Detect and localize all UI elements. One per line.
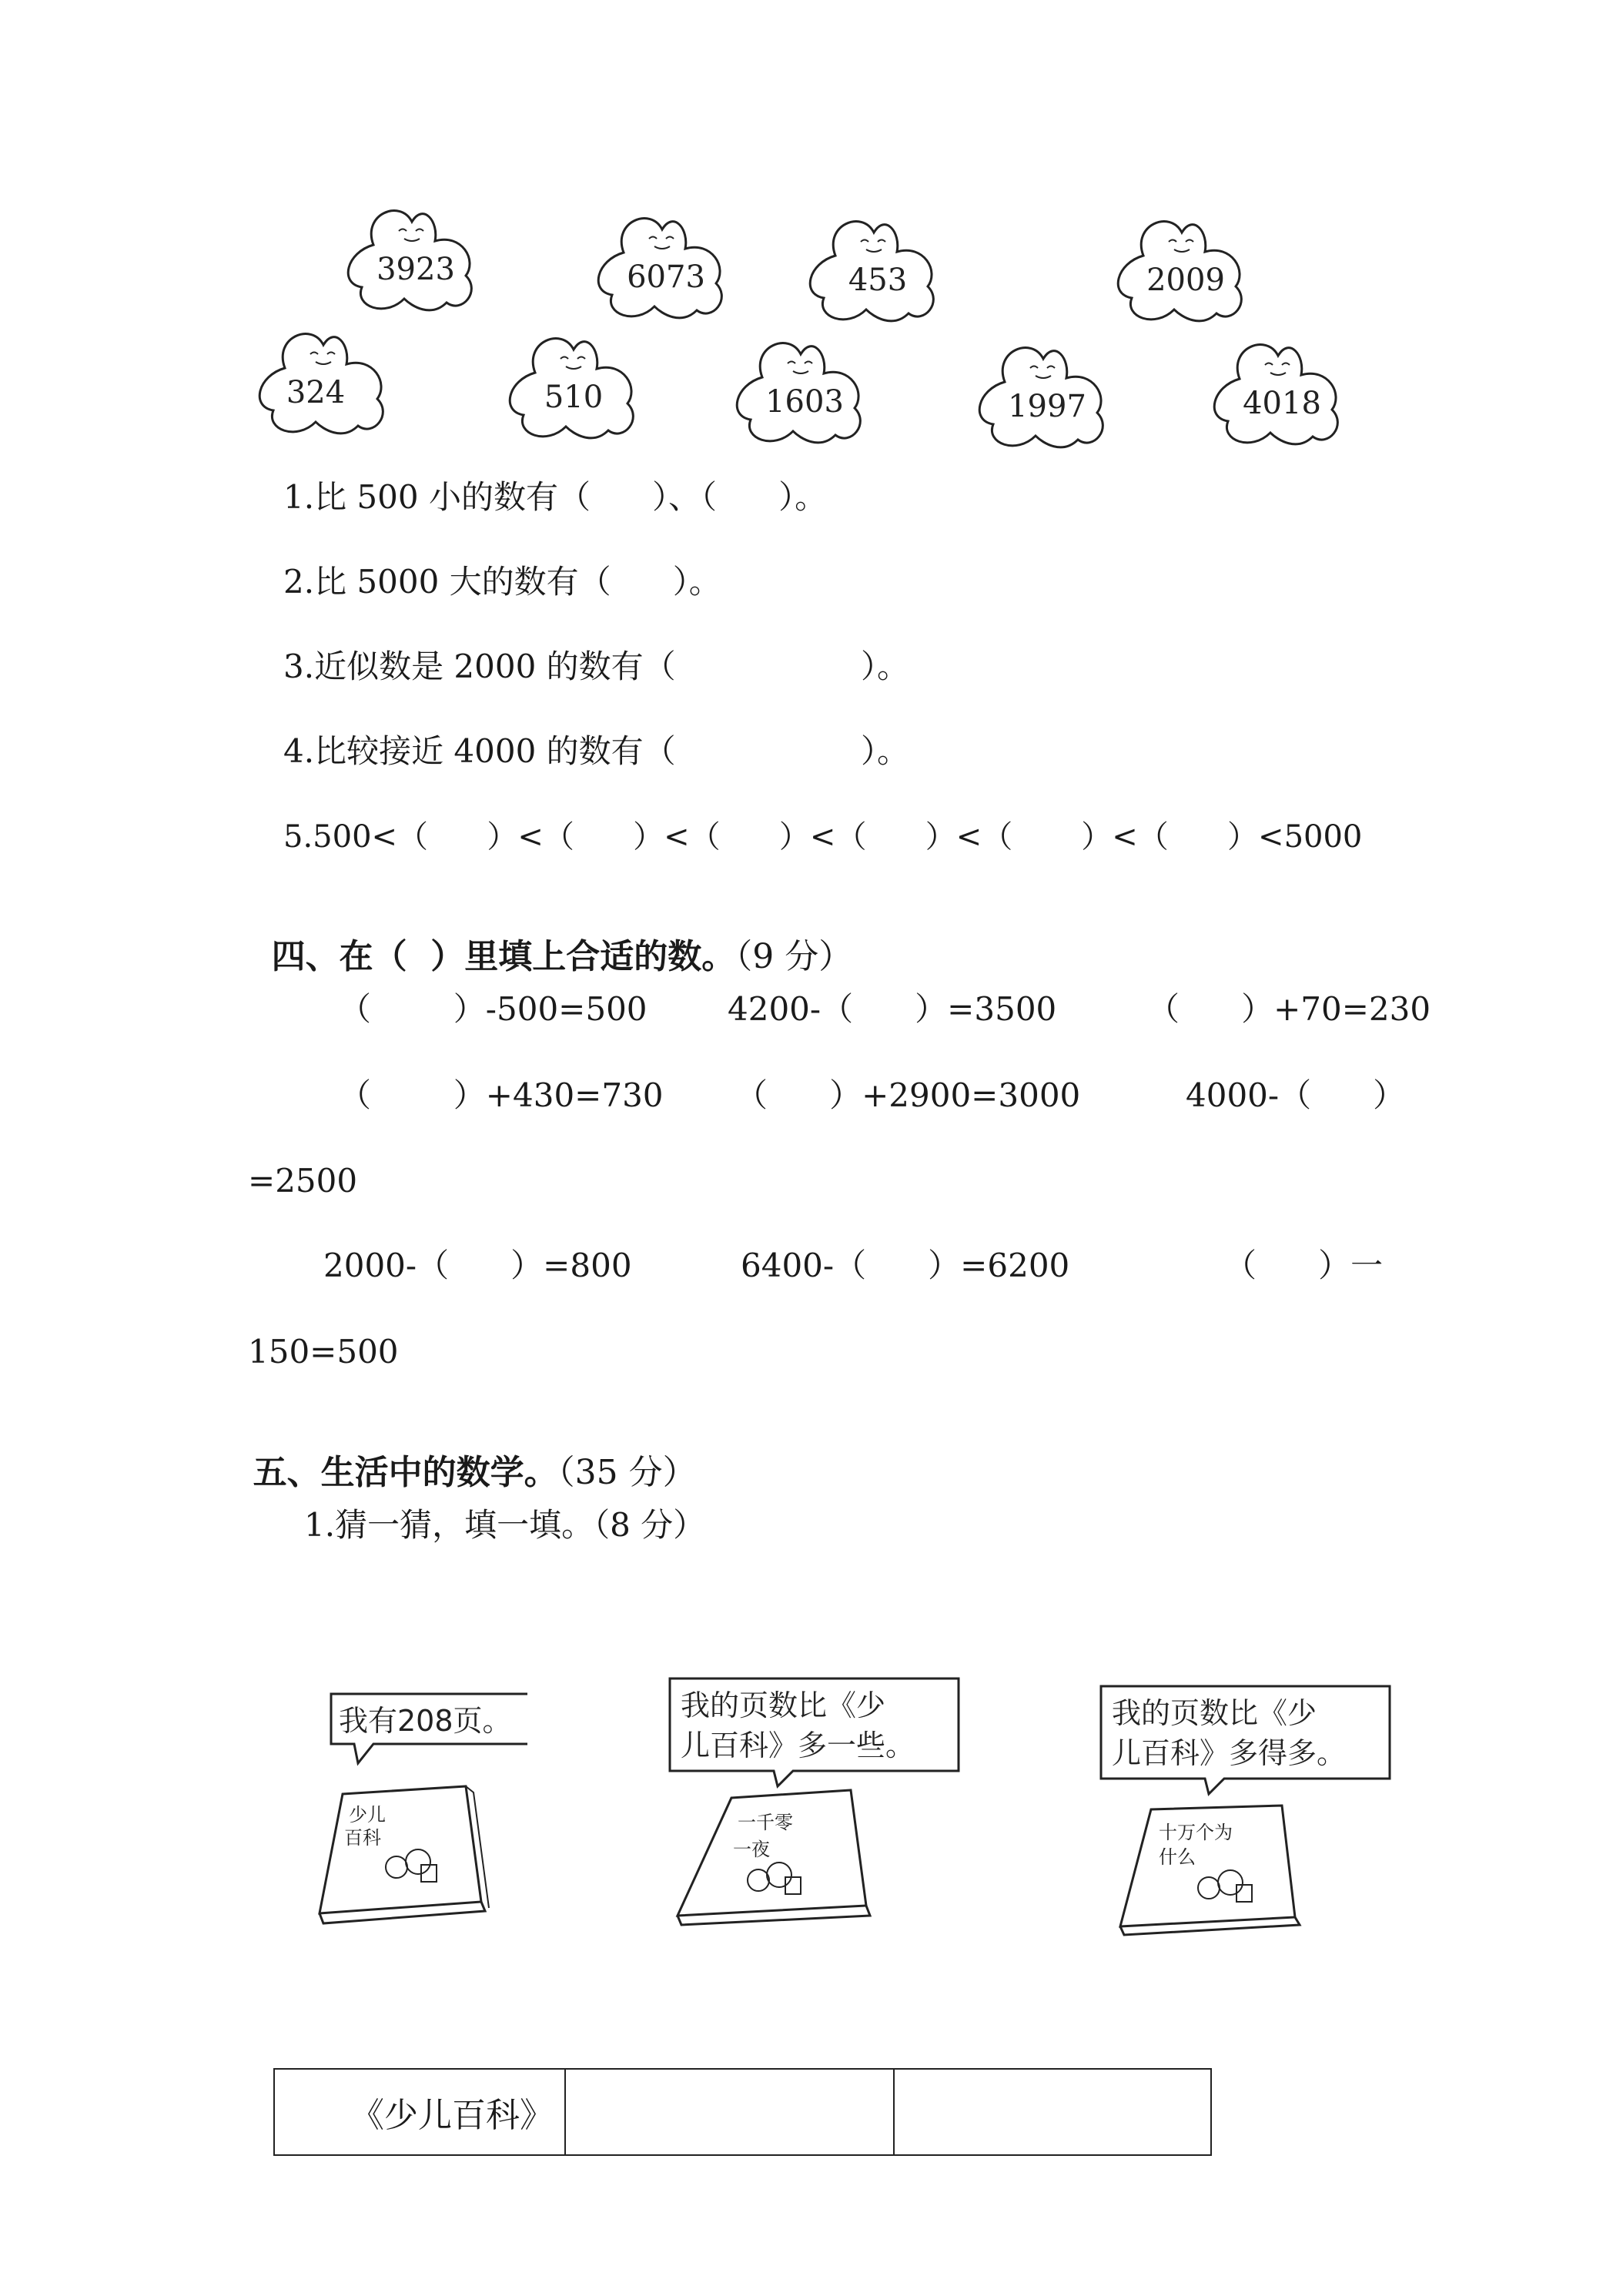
- section-4-score: （9 分）: [735, 937, 853, 976]
- equation: 6400-（ ）=6200: [741, 1247, 1070, 1284]
- book-cover-line: 少儿: [349, 1804, 386, 1826]
- number-cloud: [970, 336, 1124, 451]
- question-5: 5.500<（ ）<（ ）<（ ）<（ ）<（ ）<（ ）<5000: [283, 819, 1363, 855]
- number-cloud: [728, 331, 882, 447]
- number-cloud: [500, 326, 654, 442]
- cloud-number: 6073: [627, 259, 705, 295]
- number-cloud: [1205, 333, 1359, 448]
- cloud-number: 1997: [1008, 389, 1086, 424]
- book-cover-line: 百科: [344, 1827, 381, 1849]
- cloud-number: 2009: [1146, 263, 1225, 298]
- bubble-line: 儿百科》多一些。: [681, 1729, 915, 1762]
- number-cloud: [339, 199, 493, 314]
- cloud-number: 1603: [765, 384, 844, 420]
- section-5-heading: [229, 1422, 697, 1490]
- cloud-number: 4018: [1243, 386, 1321, 421]
- cloud-number: 324: [286, 375, 346, 410]
- answer-table: [273, 2068, 1212, 2156]
- section-5-title: 五、生活中的数学。: [253, 1453, 558, 1492]
- bubble-line: 我的页数比《少: [681, 1689, 886, 1722]
- number-cloud: [250, 322, 404, 437]
- equation: （ ）+2900=3000: [735, 1076, 1081, 1114]
- bubble-line: 我的页数比《少: [1112, 1696, 1317, 1730]
- equation-wrap: =2500: [248, 1162, 358, 1200]
- book-cover-line: 十万个为: [1159, 1822, 1233, 1843]
- equation: （ ）一: [1224, 1247, 1384, 1284]
- cloud-number: 510: [544, 380, 604, 415]
- book-illustration-3: [1093, 1678, 1417, 1940]
- question-1: 1.比 500 小的数有（ ）、（ ）。: [283, 478, 828, 516]
- question-3: 3.近似数是 2000 的数有（ ）。: [283, 648, 909, 685]
- number-cloud: [801, 209, 955, 325]
- equation: 4000-（ ）: [1186, 1076, 1406, 1114]
- number-cloud: [589, 206, 743, 322]
- section-4-title: 四、在（ ）里填上合适的数。: [271, 937, 736, 976]
- question-4: 4.比较接近 4000 的数有（ ）。: [283, 732, 909, 770]
- book-cover-line: 一千零: [738, 1812, 793, 1833]
- table-row: [274, 2069, 1211, 2155]
- table-cell-answer[interactable]: [894, 2069, 1211, 2155]
- table-cell-answer[interactable]: [565, 2069, 894, 2155]
- equation: 2000-（ ）=800: [323, 1247, 632, 1284]
- equation: 4200-（ ）=3500: [728, 990, 1057, 1028]
- book-illustration-2: [662, 1671, 986, 1933]
- book-illustration-1: [304, 1678, 527, 1933]
- section-4-heading: [248, 906, 852, 974]
- cloud-number: 3923: [376, 252, 455, 287]
- equation: （ ）+70=230: [1147, 990, 1431, 1028]
- equation: （ ）-500=500: [339, 990, 648, 1028]
- book-cover-line: 什么: [1159, 1846, 1196, 1868]
- cloud-number: 453: [848, 263, 908, 298]
- table-cell-book-name: 《少儿百科》: [274, 2069, 565, 2155]
- bubble-line: 我有208页。: [339, 1704, 512, 1738]
- equation-wrap: 150=500: [248, 1333, 399, 1371]
- question-2: 2.比 5000 大的数有（ ）。: [283, 563, 721, 601]
- bubble-line: 儿百科》多得多。: [1112, 1736, 1347, 1770]
- sub-question-1: 1.猜一猜，填一填。（8 分）: [304, 1506, 706, 1544]
- equation: （ ）+430=730: [339, 1076, 664, 1114]
- number-cloud: [1109, 209, 1263, 325]
- book-cover-line: 一夜: [733, 1839, 770, 1860]
- section-5-score: （35 分）: [557, 1453, 697, 1492]
